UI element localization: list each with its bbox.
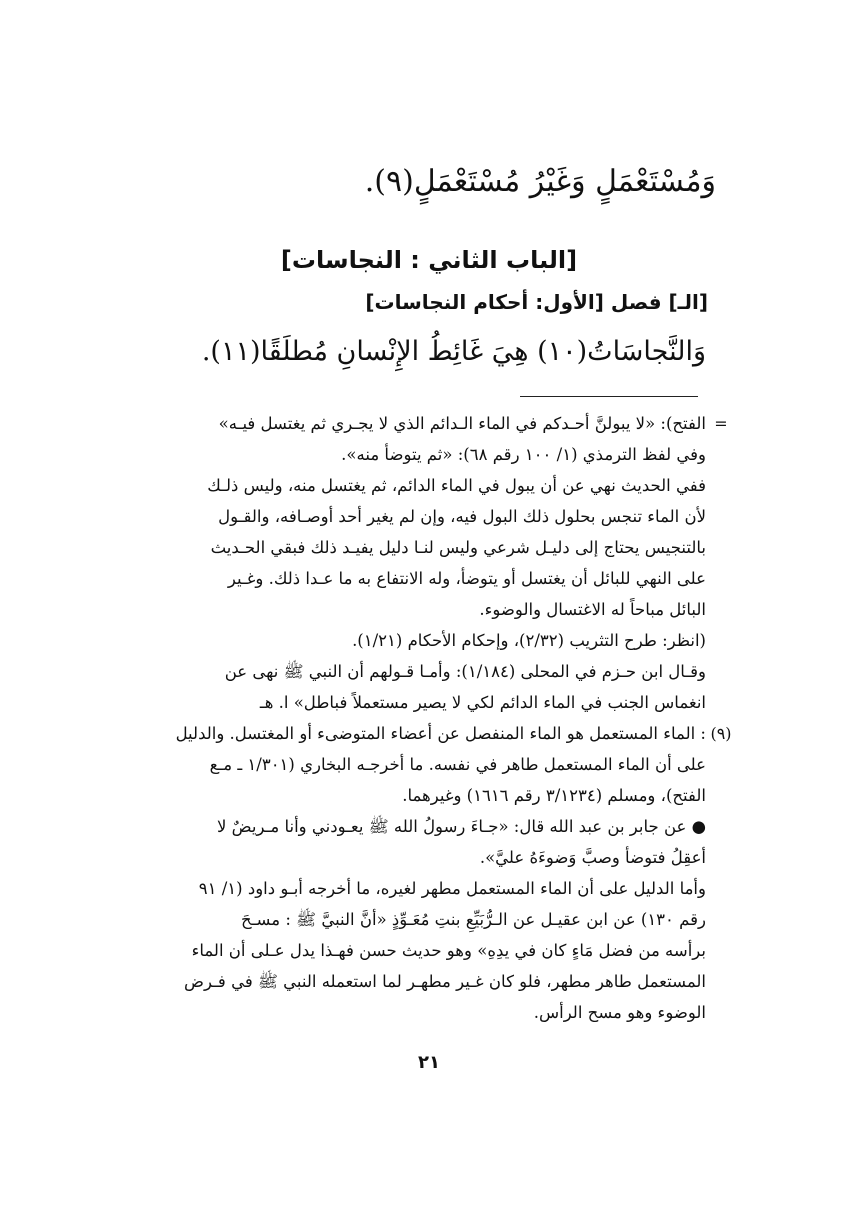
- footnotes-block: [158, 408, 732, 1028]
- footnote-separator: [520, 396, 698, 397]
- footnote-line: وقـال ابن حـزم في المحلى (١/١٨٤): وأمـا قـولهم أن النبي ﷺ نهى عن: [224, 662, 706, 681]
- page-number: ٢١: [418, 1052, 440, 1073]
- footnote-line: ● عن جابر بن عبد الله قال: «جـاءَ رسولُ الله ﷺ يعـودني وأنا مـريضٌ لا: [216, 817, 706, 836]
- section-title: [الـ] فصل [الأول: أحكام النجاسات]: [365, 290, 708, 314]
- chapter-title: [الباب الثاني : النجاسات]: [280, 246, 578, 274]
- footnote-line: (انظر: طرح التثريب (٢/٣٢)، وإحكام الأحكام (١/٢١).: [352, 631, 706, 650]
- footnote-line: برأسه من فضل مَاءٍ كان في يدِهِ» وهو حديث حسن فهـذا يدل عـلى أن الماء: [191, 941, 706, 960]
- footnote-line: ففي الحديث نهي عن أن يبول في الماء الدائم، ثم يغتسل منه، وليس ذلـك: [207, 476, 706, 495]
- footnote-line: أعقِلُ فتوضأ وصبَّ وَضوءَهُ عليَّ».: [479, 848, 706, 867]
- footnote-line: وأما الدليل على أن الماء المستعمل مطهر لغيره، ما أخرجه أبـو داود (١/ ٩١: [198, 879, 706, 898]
- footnote-line: البائل مباحاً له الاغتسال والوضوء.: [479, 600, 706, 619]
- verse-continuation-line: وَمُسْتَعْمَلٍ وَغَيْرُ مُسْتَعْمَلٍ(٩).: [364, 164, 716, 199]
- footnote-line: بالتنجيس يحتاج إلى دليـل شرعي وليس لنـا دليل يفيـد ذلك فبقي الحـديث: [210, 538, 706, 557]
- footnote-line: على أن الماء المستعمل طاهر في نفسه. ما أخرجـه البخاري (١/٣٠١ ـ مـع: [209, 755, 706, 774]
- footnote-line: : الماء المستعمل هو الماء المنفصل عن أعضاء المتوضىء أو المغتسل. والدليل: [175, 724, 706, 743]
- footnote-line: الفتح)، ومسلم (٣/١٢٣٤ رقم ١٦١٦) وغيرهما.: [402, 786, 706, 805]
- footnote-line: رقم ١٣٠) عن ابن عقيـل عن الـرُّبَيِّعِ بنتِ مُعَـوِّذٍ «أنَّ النبيَّ ﷺ : مسـحَ: [241, 910, 706, 929]
- footnote-line: وفي لفظ الترمذي (١/ ١٠٠ رقم ٦٨): «ثم يتوضأ منه».: [341, 445, 706, 464]
- main-text-line: وَالنَّجاسَاتُ(١٠) هِيَ غَائِطُ الإِنْسانِ مُطلَقًا(١١).: [201, 336, 706, 367]
- footnote-line: الوضوء وهو مسح الرأس.: [533, 1003, 706, 1022]
- footnote-continuation-marker: =: [714, 414, 728, 433]
- footnote-line: لأن الماء تنجس بحلول ذلك البول فيه، وإن لم يغير أحد أوصـافه، والقـول: [218, 507, 706, 526]
- footnote-line: المستعمل طاهر مطهر، فلو كان غـير مطهـر لما استعمله النبي ﷺ في فـرض: [184, 972, 706, 991]
- footnote-line: على النهي للبائل أن يغتسل أو يتوضأ، وله الانتفاع به ما عـدا ذلك. وغـير: [227, 569, 706, 588]
- footnote-9-marker: (٩): [710, 724, 732, 743]
- footnote-line: انغماس الجنب في الماء الدائم لكي لا يصير مستعملاً فباطل» ا. هـ: [259, 693, 706, 712]
- footnote-line: الفتح): «لا يبولنَّ أحـدكم في الماء الـدائم الذي لا يجـري ثم يغتسل فيـه»: [218, 414, 706, 433]
